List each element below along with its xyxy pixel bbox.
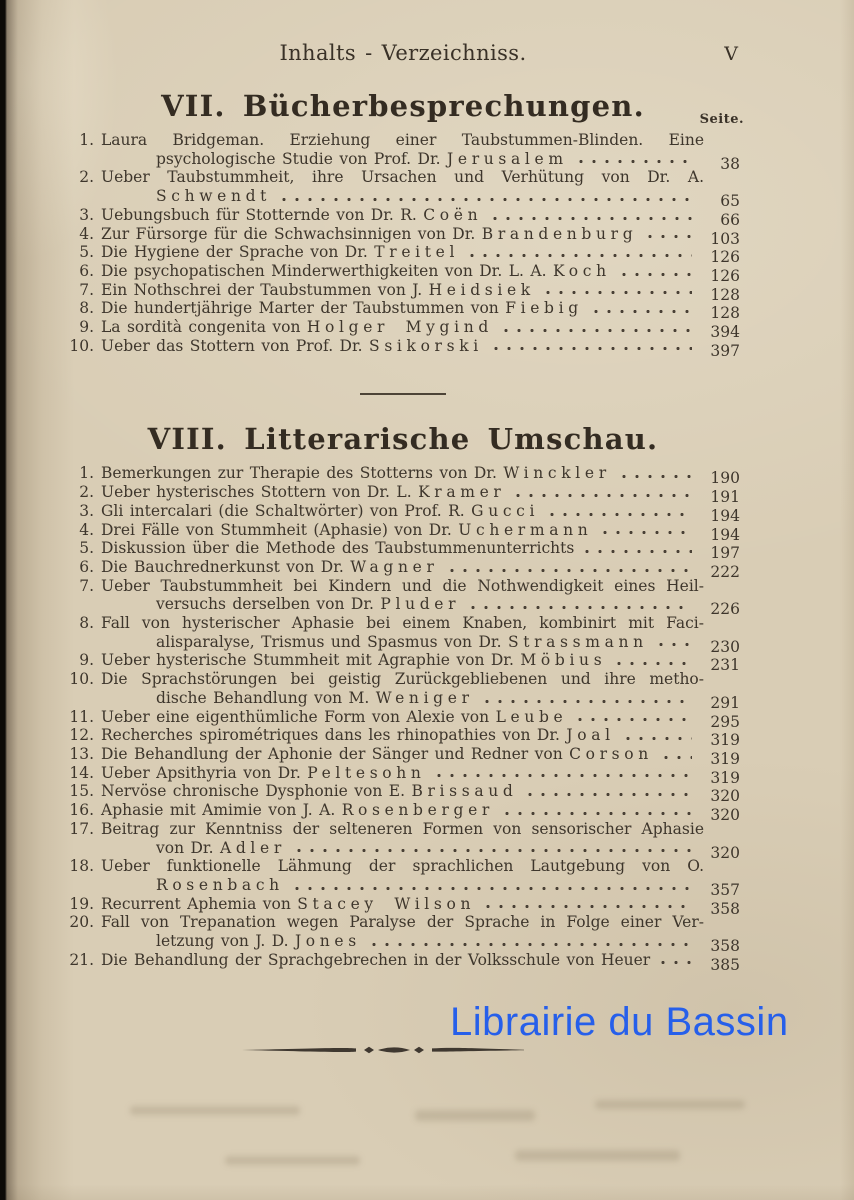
running-header-title: Inhalts - Verzeichniss. [279, 41, 527, 65]
toc-entry [60, 726, 746, 750]
toc-entry-line [60, 801, 746, 825]
dot-leader [658, 642, 692, 647]
entry-text-segment: Bemerkungen zur Therapie des Stotterns von Dr. [101, 464, 504, 483]
entry-number: 1. [79, 464, 94, 483]
page-number: 319 [710, 731, 740, 750]
toc-entry [60, 801, 746, 825]
entry-number: 11. [69, 707, 94, 726]
entry-text-segment: Beitrag zur Kenntniss der selteneren Formen von sensorischer Aphasie [101, 819, 704, 838]
author-name: Brissaud [411, 782, 518, 801]
entry-number: 21. [69, 950, 94, 969]
author-name: Möbius [520, 651, 607, 670]
entry-text [101, 764, 426, 783]
entry-text [101, 801, 494, 820]
dot-leader [593, 309, 692, 314]
toc-entry [60, 857, 746, 899]
entry-text [101, 502, 539, 521]
entry-number: 17. [69, 819, 94, 838]
toc-entry-line [60, 539, 746, 563]
dot-leader [470, 605, 692, 610]
entry-text [101, 726, 615, 745]
page-number: 358 [710, 937, 740, 956]
toc-entry [60, 131, 746, 173]
toc-entry [60, 318, 746, 342]
page-number: 126 [710, 248, 740, 267]
author-name: Pluder [380, 595, 461, 614]
entry-text-segment: Die psychopatischen Minderwerthigkeiten von Dr. L. A. [101, 261, 553, 280]
entry-text-segment: Die Behandlung der Sprachgebrechen in der Volksschule von Heuer [101, 950, 651, 969]
dot-leader [625, 736, 692, 741]
page-number: 190 [710, 469, 740, 488]
dot-leader [294, 886, 692, 891]
author-name: Rosenberger [341, 801, 494, 820]
entry-text [101, 895, 475, 914]
entry-text-segment: Nervöse chronische Dysphonie von E. [101, 782, 412, 801]
entry-number: 10. [69, 336, 94, 355]
toc-entry-line [60, 651, 746, 675]
toc-entry [60, 950, 746, 974]
entry-number: 7. [79, 576, 94, 595]
entry-number: 20. [69, 913, 94, 932]
entry-text [101, 820, 746, 839]
entry-text [101, 708, 567, 727]
toc-entry-line [60, 483, 746, 507]
dot-leader [602, 530, 692, 535]
toc-entry [60, 763, 746, 787]
entry-number: 18. [69, 857, 94, 876]
entry-number: 19. [69, 894, 94, 913]
entry-text [101, 633, 648, 652]
entry-text [101, 689, 474, 708]
entry-text [101, 839, 286, 858]
toc-entry [60, 464, 746, 488]
page-number: 291 [710, 693, 740, 712]
section-heading: VII. Bücherbesprechungen. [161, 89, 645, 123]
author-name: Brandenburg [481, 224, 638, 243]
entry-text [101, 187, 271, 206]
page-number: 38 [720, 154, 740, 173]
dot-leader [515, 493, 692, 498]
entry-text [101, 595, 460, 614]
entry-text-segment: Uebungsbuch für Stotternde von Dr. R. [101, 205, 424, 224]
dot-leader [449, 568, 692, 573]
page-number: 358 [710, 899, 740, 918]
toc-entry-line [60, 299, 746, 323]
dot-leader [484, 699, 692, 704]
bleedthrough-smudge [515, 1150, 680, 1161]
entry-text-segment: Ueber Apsithyria von Dr. [101, 763, 308, 782]
toc-entry-line [60, 726, 746, 750]
toc-entries [60, 131, 746, 360]
toc-entry-line [60, 501, 746, 525]
section-divider [360, 393, 446, 395]
entry-text [101, 225, 637, 244]
toc-entry [60, 205, 746, 229]
page-number: 394 [710, 323, 740, 342]
dot-leader [584, 549, 692, 554]
page-number: 320 [710, 806, 740, 825]
author-name: Heidsiek [428, 280, 535, 299]
entry-text-segment: Recherches spirométriques dans les rhinopathies von Dr. [101, 726, 567, 745]
entry-text [101, 131, 746, 150]
entry-text-segment: Fall von Trepanation wegen Paralyse der Sprache in Folge einer Ver- [101, 913, 704, 932]
dot-leader [660, 960, 692, 965]
entry-text [101, 318, 493, 337]
entry-text [101, 558, 439, 577]
toc-entry-line [60, 318, 746, 342]
toc-entry-line [60, 688, 746, 712]
section-heading-row [60, 86, 746, 126]
bleedthrough-smudge [130, 1106, 300, 1115]
entry-text [101, 951, 650, 970]
entry-text [101, 206, 482, 225]
toc-entry [60, 782, 746, 806]
entry-text-segment: Laura Bridgeman. Erziehung einer Taubstummen-Blinden. Eine [101, 131, 704, 149]
author-name: Corson [569, 744, 653, 763]
page-number: 320 [710, 843, 740, 862]
page-number: 197 [710, 544, 740, 563]
dot-leader [578, 159, 692, 164]
entry-text-segment: alisparalyse, Trismus und Spasmus von Dr. [156, 632, 508, 651]
entry-text-segment: Diskussion über die Methode des Taubstummenunterrichts [101, 539, 575, 558]
toc-entry-line [60, 763, 746, 787]
dot-leader [621, 474, 692, 479]
toc-entry-line [60, 149, 746, 173]
page-number: 194 [710, 506, 740, 525]
toc-entry [60, 894, 746, 918]
toc-entry-line [60, 913, 746, 932]
page-number: 128 [710, 285, 740, 304]
entry-text-segment: Ueber Taubstummheit bei Kindern und die Nothwendigkeit eines Heil- [101, 576, 704, 595]
bleedthrough-smudge [415, 1110, 535, 1121]
toc-entry [60, 557, 746, 581]
tailpiece-ornament [242, 1044, 524, 1056]
entry-number: 2. [79, 168, 94, 187]
author-name: Uchermann [458, 520, 593, 539]
dot-leader [492, 216, 692, 221]
toc-entry [60, 744, 746, 768]
entry-text-segment: Ueber hysterische Stummheit mit Agraphie von Dr. [101, 651, 521, 670]
entry-text-segment: Ueber Taubstummheit, ihre Ursachen und Verhütung von Dr. A. [101, 168, 704, 187]
entry-text [101, 483, 505, 502]
entry-text-segment: Gli intercalari (die Schaltwörter) von Prof. R. [101, 501, 472, 520]
entry-text [101, 539, 574, 558]
author-name: Peltesohn [307, 763, 426, 782]
page-number: 397 [710, 341, 740, 360]
dot-leader [281, 197, 692, 202]
toc-entries [60, 464, 746, 974]
toc-entry [60, 299, 746, 323]
toc-entry-line [60, 336, 746, 360]
dot-leader [485, 904, 692, 909]
page-number: 385 [710, 955, 740, 974]
entry-text [101, 745, 653, 764]
dot-leader [296, 848, 692, 853]
toc-entry [60, 261, 746, 285]
author-name: Treitel [374, 243, 460, 262]
entry-text-segment: Die Bauchrednerkunst von Dr. [101, 557, 351, 576]
entry-text [101, 521, 592, 540]
entry-text-segment: von Dr. [156, 838, 220, 857]
entry-number: 3. [79, 501, 94, 520]
dot-leader [647, 234, 692, 239]
page-number: 231 [710, 656, 740, 675]
toc-entry-line [60, 875, 746, 899]
entry-number: 6. [79, 261, 94, 280]
toc-entry [60, 243, 746, 267]
page-number: 126 [710, 266, 740, 285]
toc-entry-line [60, 614, 746, 633]
author-name: Rosenbach [156, 875, 284, 894]
toc-entry-line [60, 707, 746, 731]
toc-entry [60, 168, 746, 211]
page-number: 194 [710, 525, 740, 544]
entry-number: 8. [79, 614, 94, 633]
entry-number: 5. [79, 243, 94, 262]
entry-text [101, 150, 568, 169]
author-name: Strassmann [507, 632, 648, 651]
toc-entry [60, 707, 746, 731]
author-name: Wagner [350, 557, 439, 576]
entry-text [101, 651, 606, 670]
entry-number: 1. [79, 131, 94, 149]
entry-text [101, 168, 746, 187]
entry-text [101, 782, 517, 801]
dot-leader [493, 346, 692, 351]
dot-leader [469, 253, 692, 258]
entry-text [101, 857, 746, 876]
entry-text-segment: Aphasie mit Amimie von J. A. [101, 801, 342, 820]
dot-leader [616, 661, 692, 666]
entry-text-segment: versuchs derselben von Dr. [156, 595, 381, 614]
entry-text-segment: Drei Fälle von Stummheit (Aphasie) von Dr. [101, 520, 459, 539]
toc-entry-line [60, 261, 746, 285]
toc-entry-line [60, 520, 746, 544]
author-name: Adler [220, 838, 286, 857]
entry-text-segment: Die Behandlung der Aphonie der Sänger und Redner von [101, 744, 570, 763]
author-name: Coën [423, 205, 483, 224]
toc-entry [60, 280, 746, 304]
entry-number: 4. [79, 520, 94, 539]
folio-page-number: V [724, 43, 738, 65]
author-name: Fiebig [505, 299, 583, 318]
toc-entry-line [60, 224, 746, 248]
dot-leader [527, 792, 692, 797]
toc-section-VIII [60, 419, 746, 974]
author-name: Kramer [418, 483, 506, 502]
entry-number: 8. [79, 299, 94, 318]
entry-number: 7. [79, 280, 94, 299]
toc-entry-line [60, 168, 746, 187]
dot-leader [503, 328, 692, 333]
toc-entry-line [60, 595, 746, 619]
dot-leader [504, 811, 692, 816]
entry-text-segment: Ueber eine eigenthümliche Form von Alexie von [101, 707, 496, 726]
entry-text-segment: La sordità congenita von [101, 318, 307, 337]
toc-entry [60, 336, 746, 360]
toc-entry [60, 501, 746, 525]
page-content [60, 41, 746, 974]
page-number: 319 [710, 768, 740, 787]
entry-text [101, 913, 746, 932]
entry-text-segment: Die Hygiene der Sprache von Dr. [101, 243, 375, 262]
toc-entry [60, 614, 746, 656]
entry-number: 14. [69, 763, 94, 782]
toc-entry [60, 539, 746, 563]
page-number: 230 [710, 637, 740, 656]
author-name: Weniger [375, 688, 474, 707]
entry-text-segment: Ueber hysterisches Stottern von Dr. L. [101, 483, 419, 502]
toc-entry [60, 576, 746, 619]
toc-entry-line [60, 280, 746, 304]
entry-number: 10. [69, 670, 94, 689]
entry-text [101, 876, 284, 895]
toc-entry-line [60, 838, 746, 862]
watermark-overlay: Librairie du Bassin [450, 1000, 789, 1044]
page-number: 66 [720, 210, 740, 229]
author-name: Joal [566, 726, 615, 745]
toc-entry [60, 651, 746, 675]
entry-text [101, 577, 746, 596]
entry-text-segment: letzung von J. D. [156, 932, 295, 951]
toc-entry-line [60, 932, 746, 956]
toc-entry-line [60, 205, 746, 229]
entry-number: 13. [69, 744, 94, 763]
entry-number: 9. [79, 318, 94, 337]
toc-entry-line [60, 950, 746, 974]
entry-number: 3. [79, 205, 94, 224]
author-name: Koch [552, 261, 611, 280]
author-name: Jones [294, 932, 361, 951]
dot-leader [371, 942, 692, 947]
bleedthrough-smudge [595, 1100, 745, 1109]
page-number: 226 [710, 600, 740, 619]
page-number: 222 [710, 562, 740, 581]
entry-text-segment: Ueber das Stottern von Prof. Dr. [101, 336, 370, 355]
entry-text-segment: Zur Fürsorge für die Schwachsinnigen von Dr. [101, 224, 482, 243]
dot-leader [621, 272, 692, 277]
entry-text-segment: psychologische Studie von Prof. Dr. [156, 149, 448, 168]
page-number: 65 [720, 192, 740, 211]
toc [60, 86, 746, 974]
entry-text [101, 464, 611, 483]
entry-number: 16. [69, 801, 94, 820]
entry-number: 15. [69, 782, 94, 801]
toc-section-VII [60, 86, 746, 360]
page-number: 103 [710, 229, 740, 248]
toc-entry-line [60, 243, 746, 267]
author-name: Leube [495, 707, 568, 726]
toc-entry-line [60, 187, 746, 211]
page-number: 319 [710, 749, 740, 768]
page-number: 128 [710, 304, 740, 323]
entry-text [101, 262, 611, 281]
dot-leader [549, 512, 692, 517]
toc-entry-line [60, 577, 746, 596]
running-header [60, 41, 746, 72]
section-heading: VIII. Litterarische Umschau. [147, 422, 659, 457]
section-heading-row [60, 419, 746, 459]
toc-entry-line [60, 670, 746, 689]
entry-text [101, 243, 459, 262]
author-name: Holger Mygind [306, 318, 493, 337]
dot-leader [545, 290, 692, 295]
entry-text [101, 337, 483, 356]
entry-text-segment: Ueber funktionelle Lähmung der sprachlichen Lautgebung von O. [101, 857, 704, 876]
toc-entry-line [60, 782, 746, 806]
author-name: Jerusalem [447, 149, 568, 168]
entry-text [101, 932, 361, 951]
dot-leader [436, 773, 692, 778]
entry-text-segment: Die Sprachstörungen bei geistig Zurückgebliebenen und ihre metho- [101, 670, 704, 689]
dot-leader [577, 717, 692, 722]
toc-entry [60, 670, 746, 712]
entry-text [101, 299, 583, 318]
page-number: 191 [710, 488, 740, 507]
entry-text [101, 670, 746, 689]
author-name: Gucci [471, 501, 540, 520]
toc-entry-line [60, 894, 746, 918]
toc-entry [60, 483, 746, 507]
page-number: 357 [710, 880, 740, 899]
toc-entry-line [60, 131, 746, 150]
entry-text-segment: Fall von hysterischer Aphasie bei einem Knaben, kombinirt mit Faci- [101, 614, 704, 633]
entry-number: 12. [69, 726, 94, 745]
entry-number: 6. [79, 557, 94, 576]
toc-entry-line [60, 464, 746, 488]
toc-entry [60, 819, 746, 862]
toc-entry [60, 913, 746, 956]
author-name: Schwendt [156, 187, 272, 206]
toc-entry-line [60, 857, 746, 876]
author-name: Stacey Wilson [297, 894, 476, 913]
author-name: Ssikorski [369, 336, 483, 355]
author-name: Winckler [503, 464, 611, 483]
entry-text-segment: Recurrent Aphemia von [101, 894, 298, 913]
page-number: 320 [710, 787, 740, 806]
toc-entry-line [60, 820, 746, 839]
toc-entry-line [60, 632, 746, 656]
page-number: 295 [710, 712, 740, 731]
entry-number: 9. [79, 651, 94, 670]
toc-entry [60, 224, 746, 248]
seite-column-label: Seite. [699, 112, 744, 128]
entry-text [101, 281, 535, 300]
bleedthrough-smudge [225, 1156, 360, 1165]
toc-entry-line [60, 744, 746, 768]
entry-number: 2. [79, 483, 94, 502]
entry-text-segment: Die hundertjährige Marter der Taubstummen von [101, 299, 506, 318]
entry-text [101, 614, 746, 633]
entry-text-segment: dische Behandlung von M. [156, 688, 376, 707]
dot-leader [663, 755, 692, 760]
entry-text-segment: Ein Nothschrei der Taubstummen von J. [101, 280, 429, 299]
toc-entry-line [60, 557, 746, 581]
entry-number: 5. [79, 539, 94, 558]
toc-entry [60, 520, 746, 544]
entry-number: 4. [79, 224, 94, 243]
